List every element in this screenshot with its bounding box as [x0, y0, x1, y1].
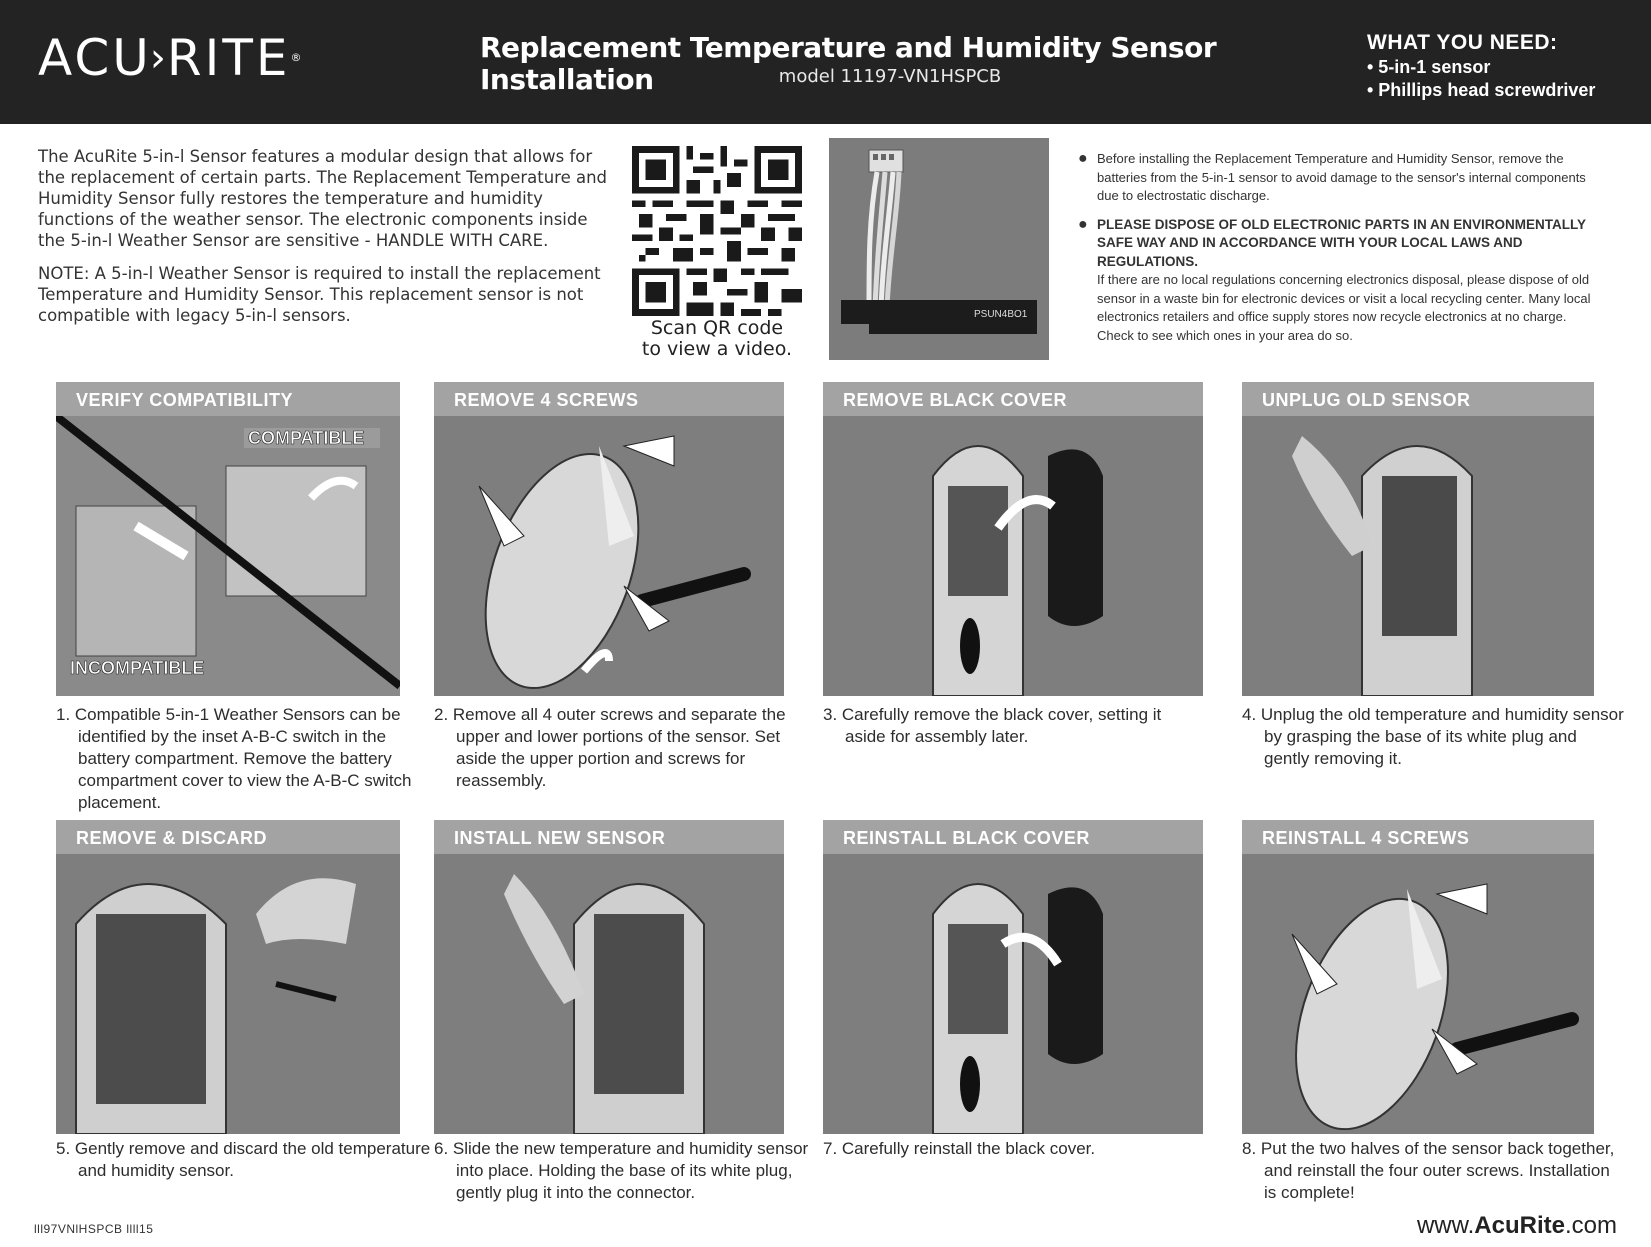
url-suffix: .com	[1564, 1212, 1617, 1239]
document-title: Replacement Temperature and Humidity Sensor Installation	[480, 31, 1217, 96]
url-brand: AcuRite	[1474, 1212, 1565, 1239]
panel-title: REMOVE & DISCARD	[56, 820, 400, 854]
bullet-strong-text: PLEASE DISPOSE OF OLD ELECTRONIC PARTS IN AN ENVIRONMENTALLY SAFE WAY AND IN ACCORDANCE WITH YOUR LOCAL LAWS AND REGULATIONS.	[1097, 216, 1586, 269]
bullet-dispose	[1078, 216, 1598, 346]
intro-paragraph: The AcuRite 5-in-l Sensor features a modular design that allows for the replacement of certain parts. The Replacement Temperature and Humidity Sensor fully restores the temperature and humidity functions of the weather sensor. The electronic components inside the 5-in-l Weather Sensor are sensitive - HANDLE WITH CARE.	[38, 147, 608, 250]
step-text: 1. Compatible 5-in-1 Weather Sensors can be identified by the inset A-B-C switch in the battery compartment. Remove the battery compartment cover to view the A-B-C switch placement.	[56, 705, 412, 812]
logo-text-right: RITE	[166, 29, 291, 87]
bullet-dot-icon: ●	[1078, 215, 1088, 233]
panel-reinstall-black-cover	[823, 820, 1203, 1134]
panel-photo	[56, 854, 400, 1134]
incompatible-label: INCOMPATIBLE	[70, 658, 205, 678]
step-text: 4. Unplug the old temperature and humidity sensor by grasping the base of its white plug and gently removing it.	[1242, 705, 1624, 768]
part-label: PSUN4BO1	[974, 309, 1028, 320]
header-bar	[0, 0, 1651, 124]
bullet-dot-icon: ●	[1078, 150, 1088, 167]
step-text: 3. Carefully remove the black cover, setting it aside for assembly later.	[823, 705, 1162, 746]
panel-remove-screws	[434, 382, 784, 696]
panel-photo	[434, 416, 784, 696]
step-text: 2. Remove all 4 outer screws and separate the upper and lower portions of the sensor. Set aside the upper portion and screws for reassembly.	[434, 705, 786, 790]
panel-photo	[1242, 854, 1594, 1134]
panel-title: INSTALL NEW SENSOR	[434, 820, 784, 854]
note-paragraph: NOTE: A 5-in-l Weather Sensor is required to install the replacement Temperature and Humidity Sensor. This replacement sensor is not compatible with legacy 5-in-l sensors.	[38, 264, 601, 325]
logo-arrow: ›	[149, 35, 169, 81]
panel-install-new-sensor	[434, 820, 784, 1134]
panel-title: REINSTALL 4 SCREWS	[1242, 820, 1594, 854]
website-link[interactable]	[1417, 1212, 1617, 1240]
panel-remove-black-cover	[823, 382, 1203, 696]
need-item: • Phillips head screwdriver	[1367, 80, 1596, 100]
document-code: lll97VNlHSPCB llll15	[34, 1222, 154, 1236]
panel-title: REINSTALL BLACK COVER	[823, 820, 1203, 854]
panel-title: UNPLUG OLD SENSOR	[1242, 382, 1594, 416]
panel-photo	[823, 416, 1203, 696]
step-text: 7. Carefully reinstall the black cover.	[823, 1139, 1096, 1158]
qr-caption	[620, 318, 814, 360]
step-text: 8. Put the two halves of the sensor back together, and reinstall the four outer screws. Installation is complete!	[1242, 1139, 1615, 1202]
step-text: 6. Slide the new temperature and humidity sensor into place. Holding the base of its white plug, gently plug it into the connector.	[434, 1139, 809, 1202]
intro-text	[38, 146, 618, 338]
need-item: • 5-in-1 sensor	[1367, 57, 1491, 77]
panel-photo	[434, 854, 784, 1134]
panel-title: REMOVE BLACK COVER	[823, 382, 1203, 416]
step-text: 5. Gently remove and discard the old temperature and humidity sensor.	[56, 1139, 431, 1180]
model-number: model 11197-VN1HSPCB	[778, 66, 1002, 87]
qr-caption-line2: to view a video.	[641, 338, 793, 360]
panel-reinstall-screws	[1242, 820, 1594, 1134]
replacement-sensor-photo	[829, 138, 1049, 360]
what-you-need	[1367, 30, 1595, 102]
compatible-label: COMPATIBLE	[248, 428, 365, 448]
panel-title: VERIFY COMPATIBILITY	[56, 382, 400, 416]
panel-remove-discard	[56, 820, 400, 1134]
safety-bullets	[1078, 150, 1598, 355]
panel-photo	[823, 854, 1203, 1134]
bullet-remove-batteries	[1078, 150, 1598, 206]
logo-text-left: ACU	[38, 29, 152, 87]
url-prefix: www.	[1416, 1212, 1475, 1239]
what-you-need-title: WHAT YOU NEED:	[1367, 31, 1558, 54]
acurite-logo	[38, 28, 301, 88]
qr-caption-line1: Scan QR code	[650, 317, 784, 339]
panel-photo	[1242, 416, 1594, 696]
panel-verify-compatibility	[56, 382, 400, 696]
bullet-text: Before installing the Replacement Temperature and Humidity Sensor, remove the batteries from the 5-in-1 sensor to avoid damage to the sensor's internal components due to electrostatic discharge.	[1097, 151, 1586, 203]
logo-registered-mark: ®	[290, 51, 302, 64]
panel-title: REMOVE 4 SCREWS	[434, 382, 784, 416]
qr-code[interactable]	[632, 146, 802, 316]
panel-photo	[56, 416, 400, 696]
bullet-text: If there are no local regulations concerning electronics disposal, please dispose of old sensor in a waste bin for electronic devices or visit a local recycling center. Many local electronics retailers and office supply stores now recycle electronics at no charge. Check to see which ones in your area do so.	[1097, 272, 1591, 343]
panel-unplug-old-sensor	[1242, 382, 1594, 696]
